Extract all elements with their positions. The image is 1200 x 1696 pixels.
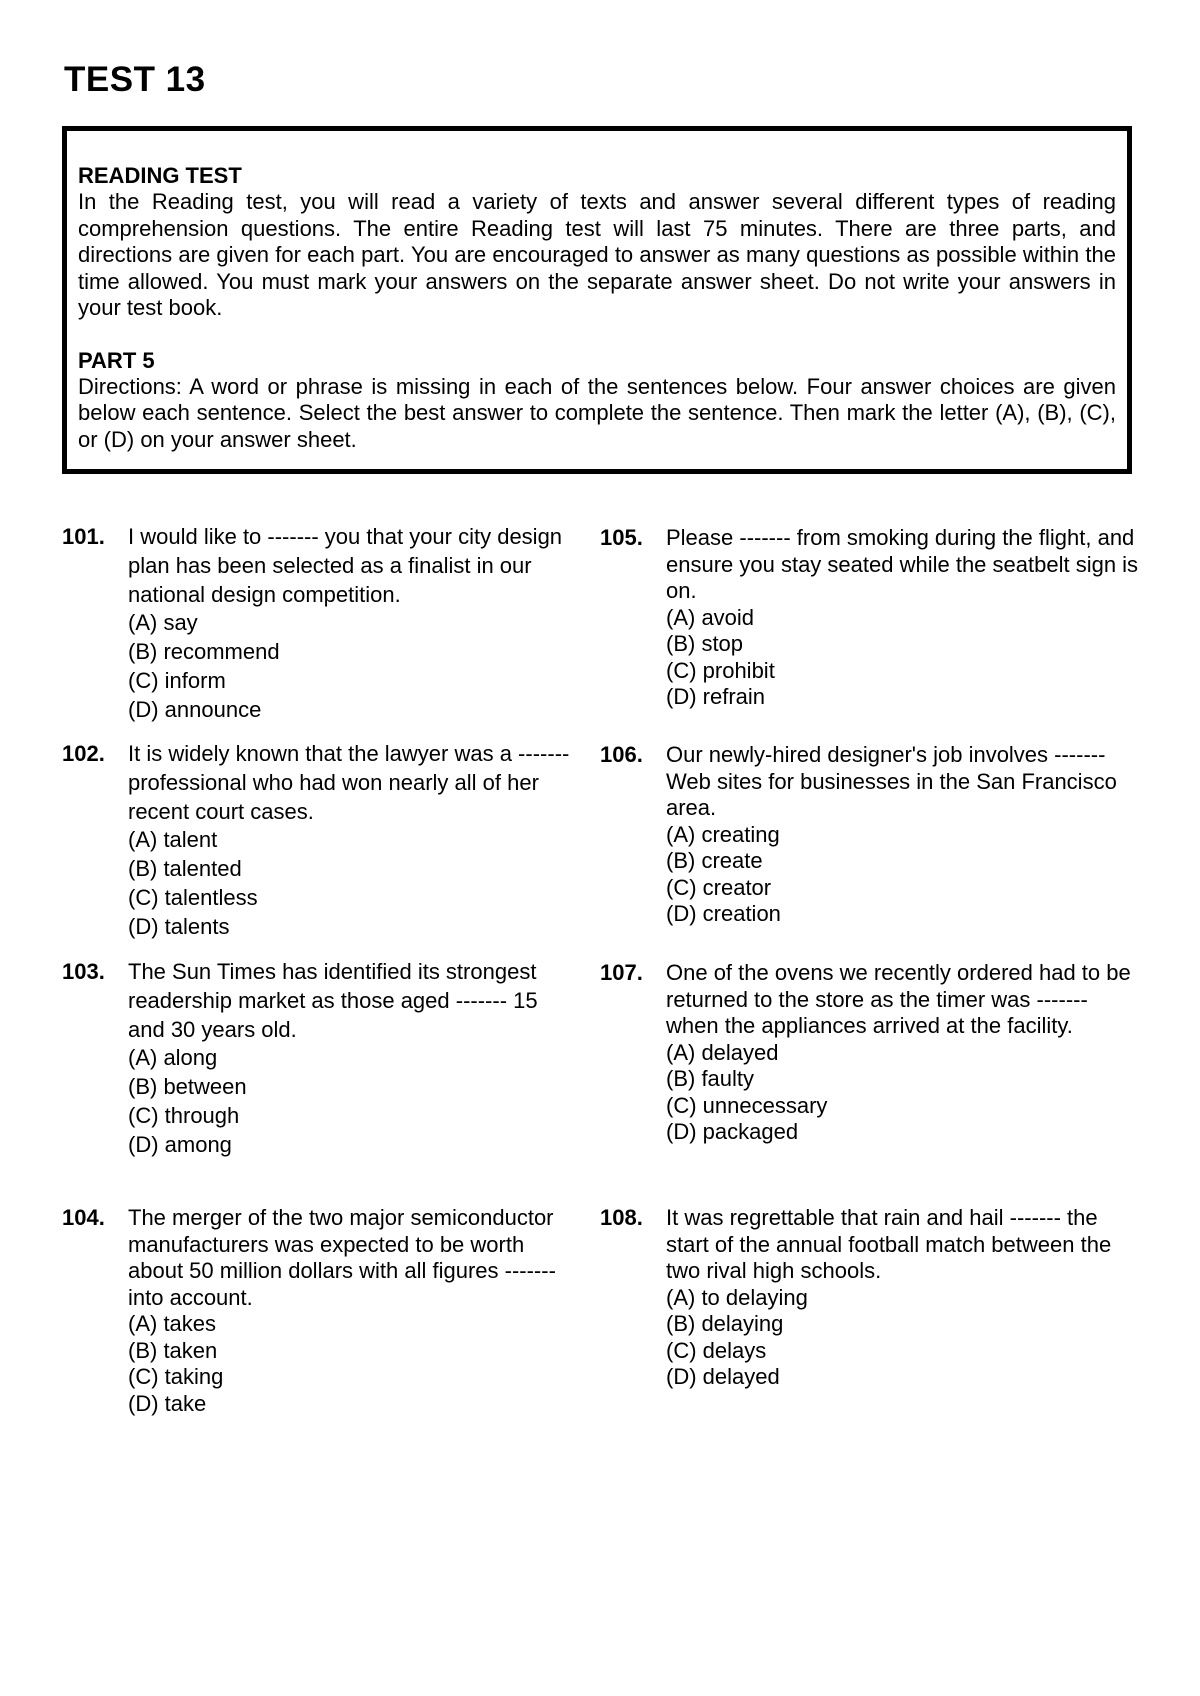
reading-test-text: In the Reading test, you will read a variety of texts and answer several different types of reading comprehension questions. The entire Reading test will last 75 minutes. There are three parts, and directions are given for each part. You are encouraged to answer as many questions as possible within the time allowed. You must mark your answers on the separate answer sheet. Do not write your answers in your test book.: [78, 189, 1116, 320]
option-b: (B) talented: [128, 856, 242, 882]
answer-options: [666, 605, 1146, 711]
question-stem: Our newly-hired designer's job involves ------- Web sites for businesses in the San Francisco area.: [666, 742, 1117, 820]
option-c: (C) prohibit: [666, 657, 775, 683]
section-spacer: [78, 322, 1116, 348]
part5-heading: PART 5: [78, 347, 155, 373]
answer-options: [128, 1044, 574, 1159]
option-c: (C) creator: [666, 874, 772, 900]
option-c: (C) through: [128, 1102, 240, 1128]
option-d: (D) delayed: [666, 1364, 780, 1389]
option-d: (D) take: [128, 1390, 207, 1416]
question-stem: It was regrettable that rain and hail ------- the start of the annual football match between the two rival high schools.: [666, 1205, 1112, 1283]
option-a: (A) avoid: [666, 604, 755, 630]
option-a: (A) creating: [666, 821, 780, 847]
option-b: (B) recommend: [128, 639, 280, 665]
option-d: (D) packaged: [666, 1119, 799, 1144]
question-body: [128, 958, 574, 1160]
option-a: (A) to delaying: [666, 1284, 808, 1310]
question-stem: It is widely known that the lawyer was a ------- professional who had won nearly all of her recent court cases.: [128, 741, 570, 824]
question-stem: The merger of the two major semiconductor manufacturers was expected to be worth about 50 million dollars with all figures ------- into account.: [128, 1205, 556, 1310]
option-d: (D) announce: [128, 696, 262, 722]
answer-options: [128, 826, 574, 941]
option-b: (B) between: [128, 1074, 247, 1100]
question-number: 107.: [600, 960, 643, 985]
question-number: 101.: [62, 524, 105, 549]
answer-options: [666, 1285, 1146, 1391]
option-d: (D) talents: [128, 913, 230, 939]
question-body: [666, 525, 1146, 711]
option-c: (C) delays: [666, 1337, 767, 1363]
option-c: (C) unnecessary: [666, 1092, 828, 1118]
reading-test-heading: READING TEST: [78, 163, 242, 188]
part5-directions: Directions: A word or phrase is missing in each of the sentences below. Four answer choices are given below each sentence. Select the best answer to complete the sentence. Then mark the letter (A), (B), (C), or (D) on your answer sheet.: [78, 373, 1116, 452]
option-d: (D) refrain: [666, 684, 766, 709]
question-body: [128, 740, 574, 942]
question-body: [666, 960, 1146, 1146]
question-body: [128, 1205, 574, 1417]
answer-options: [666, 822, 1146, 928]
question-number: 105.: [600, 525, 643, 550]
option-d: (D) creation: [666, 901, 781, 926]
option-c: (C) talentless: [128, 884, 258, 910]
question-number: 106.: [600, 742, 643, 767]
question-number: 102.: [62, 741, 105, 766]
option-a: (A) delayed: [666, 1039, 779, 1065]
option-d: (D) among: [128, 1131, 232, 1157]
instructions-box: [62, 126, 1132, 474]
option-a: (A) say: [128, 610, 198, 636]
question-number: 103.: [62, 959, 105, 984]
question-number: 108.: [600, 1205, 643, 1230]
answer-options: [666, 1040, 1146, 1146]
option-a: (A) takes: [128, 1311, 217, 1336]
option-b: (B) faulty: [666, 1066, 755, 1091]
test-title: TEST 13: [64, 60, 206, 99]
question-stem: The Sun Times has identified its strongest readership market as those aged ------- 15 and 30 years old.: [128, 959, 538, 1042]
option-a: (A) talent: [128, 827, 218, 853]
question-stem: One of the ovens we recently ordered had to be returned to the store as the timer was ------- when the appliances arrived at the facility.: [666, 960, 1131, 1038]
option-b: (B) delaying: [666, 1311, 784, 1336]
option-c: (C) inform: [128, 667, 226, 693]
option-b: (B) stop: [666, 631, 744, 656]
answer-options: [128, 609, 574, 724]
question-stem: Please ------- from smoking during the flight, and ensure you stay seated while the seatbelt sign is on.: [666, 525, 1139, 603]
option-c: (C) taking: [128, 1364, 224, 1389]
answer-options: [128, 1311, 574, 1417]
question-body: [666, 742, 1146, 928]
question-body: [666, 1205, 1146, 1391]
question-stem: I would like to ------- you that your city design plan has been selected as a finalist in our national design competition.: [128, 524, 563, 607]
option-b: (B) create: [666, 848, 763, 873]
question-body: [128, 523, 574, 725]
option-a: (A) along: [128, 1045, 218, 1071]
option-b: (B) taken: [128, 1337, 218, 1363]
question-number: 104.: [62, 1205, 105, 1230]
